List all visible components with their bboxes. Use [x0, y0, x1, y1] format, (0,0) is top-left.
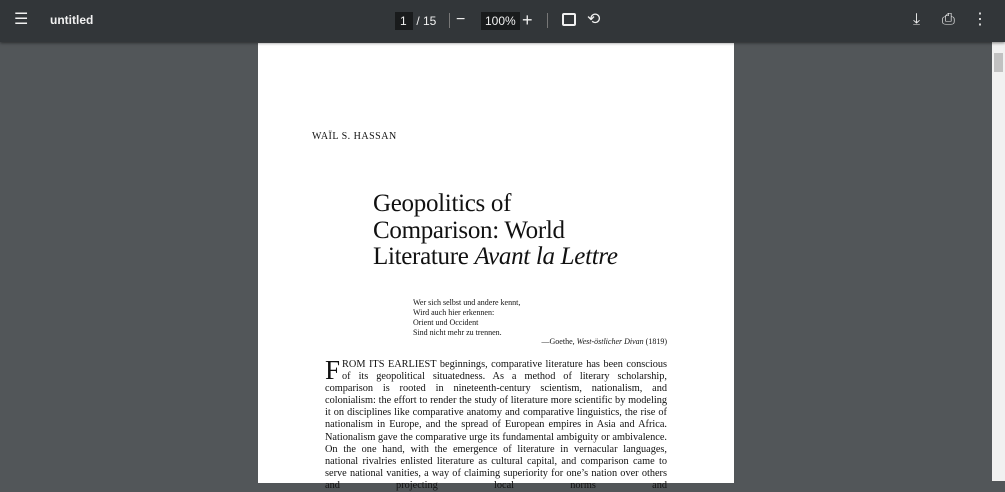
- pdf-page: [258, 43, 734, 491]
- attr-year: (1819): [643, 337, 667, 346]
- page-number-input[interactable]: 1: [395, 12, 413, 30]
- zoom-in-icon[interactable]: +: [522, 10, 533, 30]
- attr-work: West-östlicher Divan: [576, 337, 644, 346]
- body-paragraph: [325, 355, 667, 492]
- page-indicator: [395, 12, 436, 30]
- epigraph-line: Sind nicht mehr zu trennen.: [413, 328, 502, 337]
- article-title: [373, 191, 618, 271]
- epigraph-line: Orient und Occident: [413, 318, 479, 327]
- more-icon[interactable]: ⋮: [972, 11, 988, 28]
- epigraph-line: Wird auch hier erkennen:: [413, 308, 495, 317]
- divider: [547, 13, 548, 28]
- print-icon[interactable]: ⎙: [942, 11, 955, 28]
- zoom-out-icon[interactable]: −: [456, 11, 466, 28]
- page-total: / 15: [416, 14, 437, 28]
- drop-cap: F: [325, 355, 341, 385]
- scrollbar[interactable]: [992, 42, 1005, 481]
- lead-in: ROM ITS EARLIEST: [342, 359, 437, 370]
- title-line: Comparison: World: [373, 216, 565, 244]
- epigraph-line: Wer sich selbst und andere kennt,: [413, 298, 521, 307]
- menu-icon[interactable]: ☰: [14, 11, 29, 28]
- pdf-toolbar: [0, 0, 1005, 42]
- author: WAÏL S. HASSAN: [312, 131, 397, 142]
- title-line: [373, 244, 618, 271]
- attr-author: —Goethe,: [541, 337, 577, 346]
- title-text: Literature: [373, 243, 475, 270]
- scrollbar-thumb[interactable]: [994, 53, 1003, 72]
- divider: [449, 13, 450, 28]
- title-italic: Avant la Lettre: [474, 243, 618, 270]
- download-icon[interactable]: ⤓: [913, 11, 921, 28]
- rotate-icon[interactable]: ⟲: [587, 11, 601, 28]
- document-title: untitled: [50, 13, 94, 27]
- body-text: beginnings, comparative literature has been conscious of its geopolitical situatedness. As a method of literary scholarship, comparison is rooted in nineteenth-century scientism, nationalism, and colonialism: the effort to render the study of literature more scientific by modeling it on disciplines like comparative anatomy and comparative linguistics, the rise of nationalism in Europe, and the spread of European empires in Asia and Africa. Nationalism gave the comparative urge its fundamental ambiguity or ambivalence. On the one hand, with the emergence of literature in vernacular languages, national rivalries enlisted literature as cultural capital, and comparison came to serve national vanities, a way of claiming superiority for one’s nation over others and projecting local norms and: [325, 359, 667, 491]
- title-line: Geopolitics of: [373, 190, 512, 217]
- zoom-input[interactable]: 100%: [481, 12, 520, 30]
- epigraph: [413, 298, 520, 338]
- fit-page-icon[interactable]: [562, 13, 576, 26]
- epigraph-attribution: [542, 337, 667, 346]
